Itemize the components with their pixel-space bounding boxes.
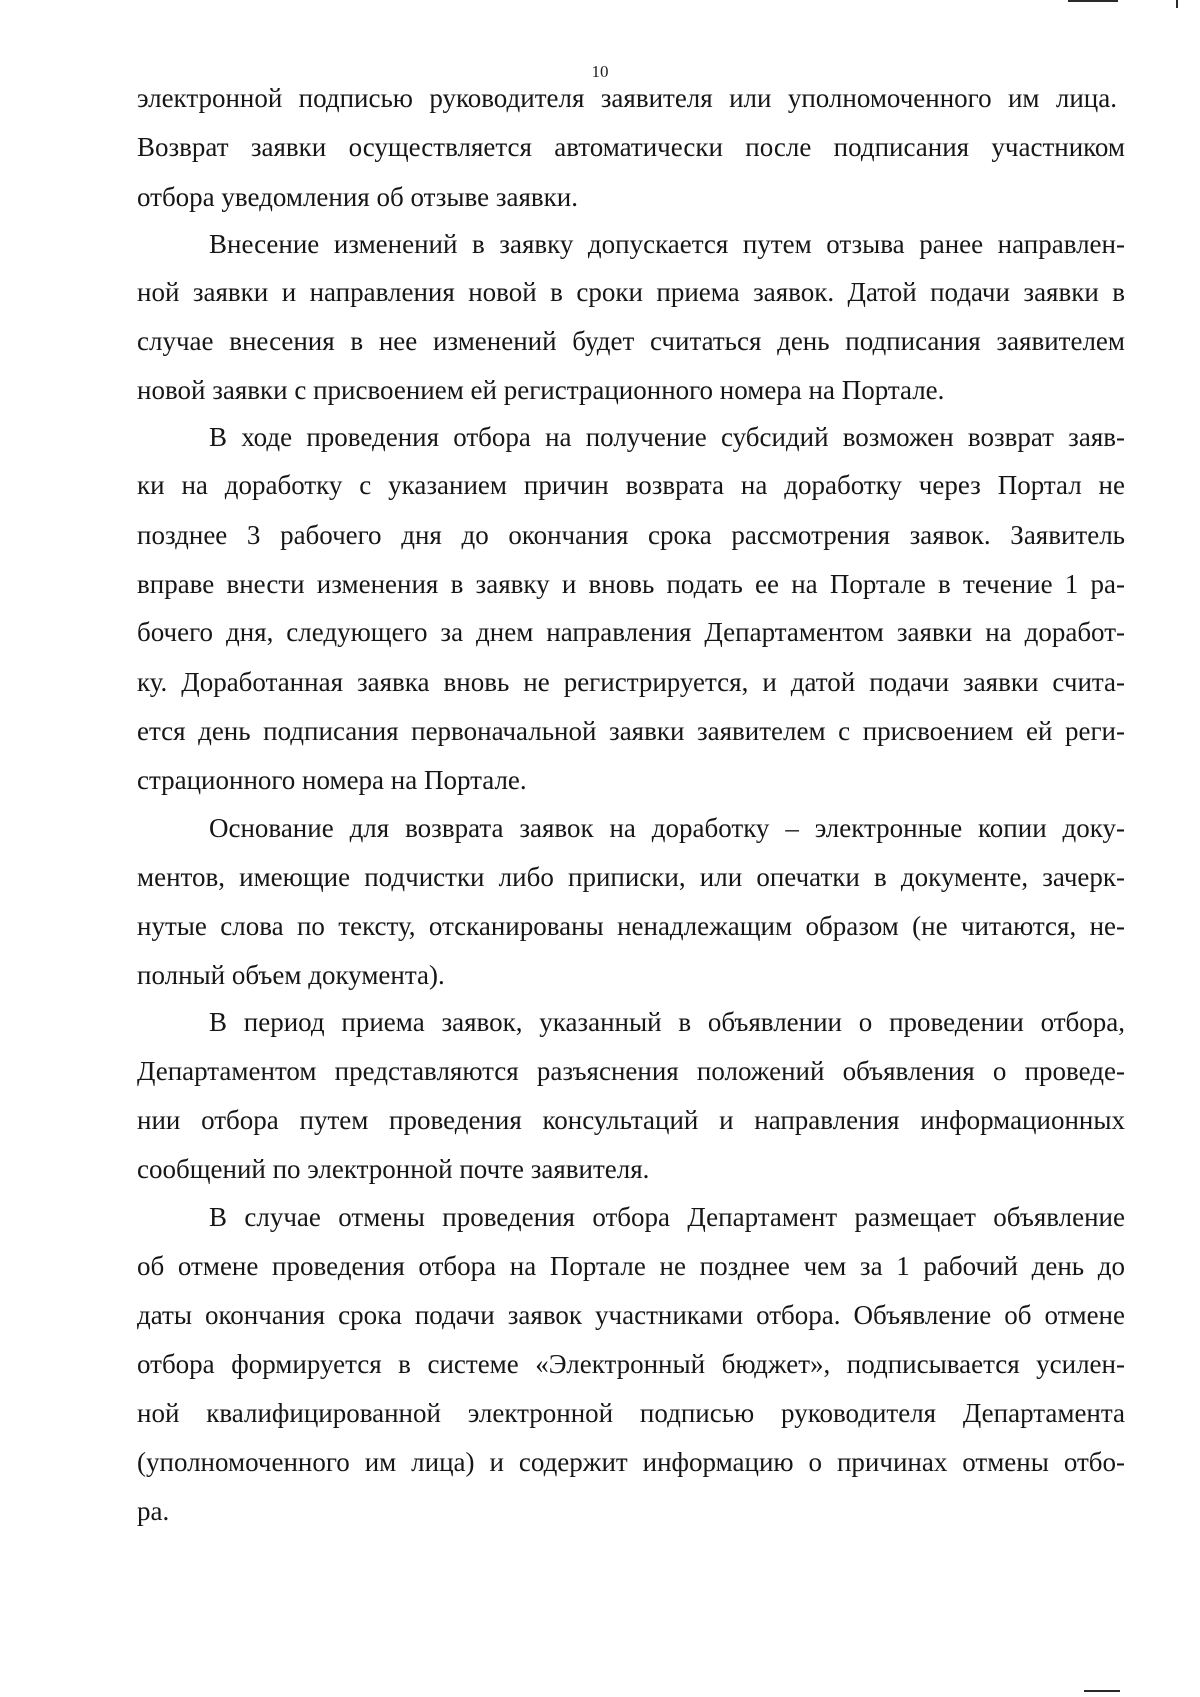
text-line-2: Возврат заявки осуществляется автоматически после подписания участником [137,132,1125,162]
text-line-25: об отмене проведения отбора на Портале не позднее чем за 1 рабочий день до [137,1251,1125,1281]
text-line-14: ется день подписания первоначальной заявки заявителем с присвоением ей реги- [137,716,1125,746]
scan-artifact-top-right-mark [1176,0,1178,8]
text-line-16: Основание для возврата заявок на доработку – электронные копии доку- [209,813,1125,843]
text-line-19: полный объем документа). [137,960,445,990]
text-line-27: отбора формируется в системе «Электронный бюджет», подписывается усилен- [137,1349,1125,1379]
page-number: 10 [591,62,609,81]
text-line-24: В случае отмены проведения отбора Департамент размещает объявление [209,1202,1125,1232]
text-line-29: (уполномоченного им лица) и содержит информацию о причинах отмены отбо- [137,1447,1125,1477]
text-line-13: ку. Доработанная заявка вновь не регистрируется, и датой подачи заявки счита- [137,667,1125,697]
text-line-26: даты окончания срока подачи заявок участниками отбора. Объявление об отмене [137,1300,1125,1330]
text-line-1: электронной подписью руководителя заявителя или уполномоченного им лица. [137,83,1117,113]
text-line-8: В ходе проведения отбора на получение субсидий возможен возврат заяв- [209,422,1125,452]
scan-artifact-bottom-right [1084,1690,1120,1692]
text-line-23: сообщений по электронной почте заявителя. [137,1154,650,1184]
text-line-17: ментов, имеющие подчистки либо приписки, или опечатки в документе, зачерк- [137,862,1125,892]
text-line-12: бочего дня, следующего за днем направления Департаментом заявки на доработ- [137,617,1125,647]
text-line-7: новой заявки с присвоением ей регистрационного номера на Портале. [137,375,945,405]
text-line-28: ной квалифицированной электронной подписью руководителя Департамента [137,1398,1125,1428]
text-line-10: позднее 3 рабочего дня до окончания срока рассмотрения заявок. Заявитель [137,520,1125,550]
text-line-6: случае внесения в нее изменений будет считаться день подписания заявителем [137,326,1125,356]
text-line-4: Внесение изменений в заявку допускается путем отзыва ранее направлен- [209,229,1125,259]
text-line-15: страционного номера на Портале. [137,765,527,795]
text-line-11: вправе внести изменения в заявку и вновь подать ее на Портале в течение 1 ра- [137,569,1125,599]
text-line-30: ра. [137,1496,170,1526]
text-line-3: отбора уведомления об отзыве заявки. [137,182,578,212]
text-line-18: нутые слова по тексту, отсканированы ненадлежащим образом (не читаются, не- [137,911,1125,941]
text-line-21: Департаментом представляются разъяснения положений объявления о проведе- [137,1056,1125,1086]
text-line-5: ной заявки и направления новой в сроки приема заявок. Датой подачи заявки в [137,277,1125,307]
scan-artifact-top-right [1068,0,1118,2]
text-line-9: ки на доработку с указанием причин возврата на доработку через Портал не [137,470,1125,500]
text-line-20: В период приема заявок, указанный в объявлении о проведении отбора, [209,1007,1125,1037]
text-line-22: нии отбора путем проведения консультаций и направления информационных [137,1105,1125,1135]
